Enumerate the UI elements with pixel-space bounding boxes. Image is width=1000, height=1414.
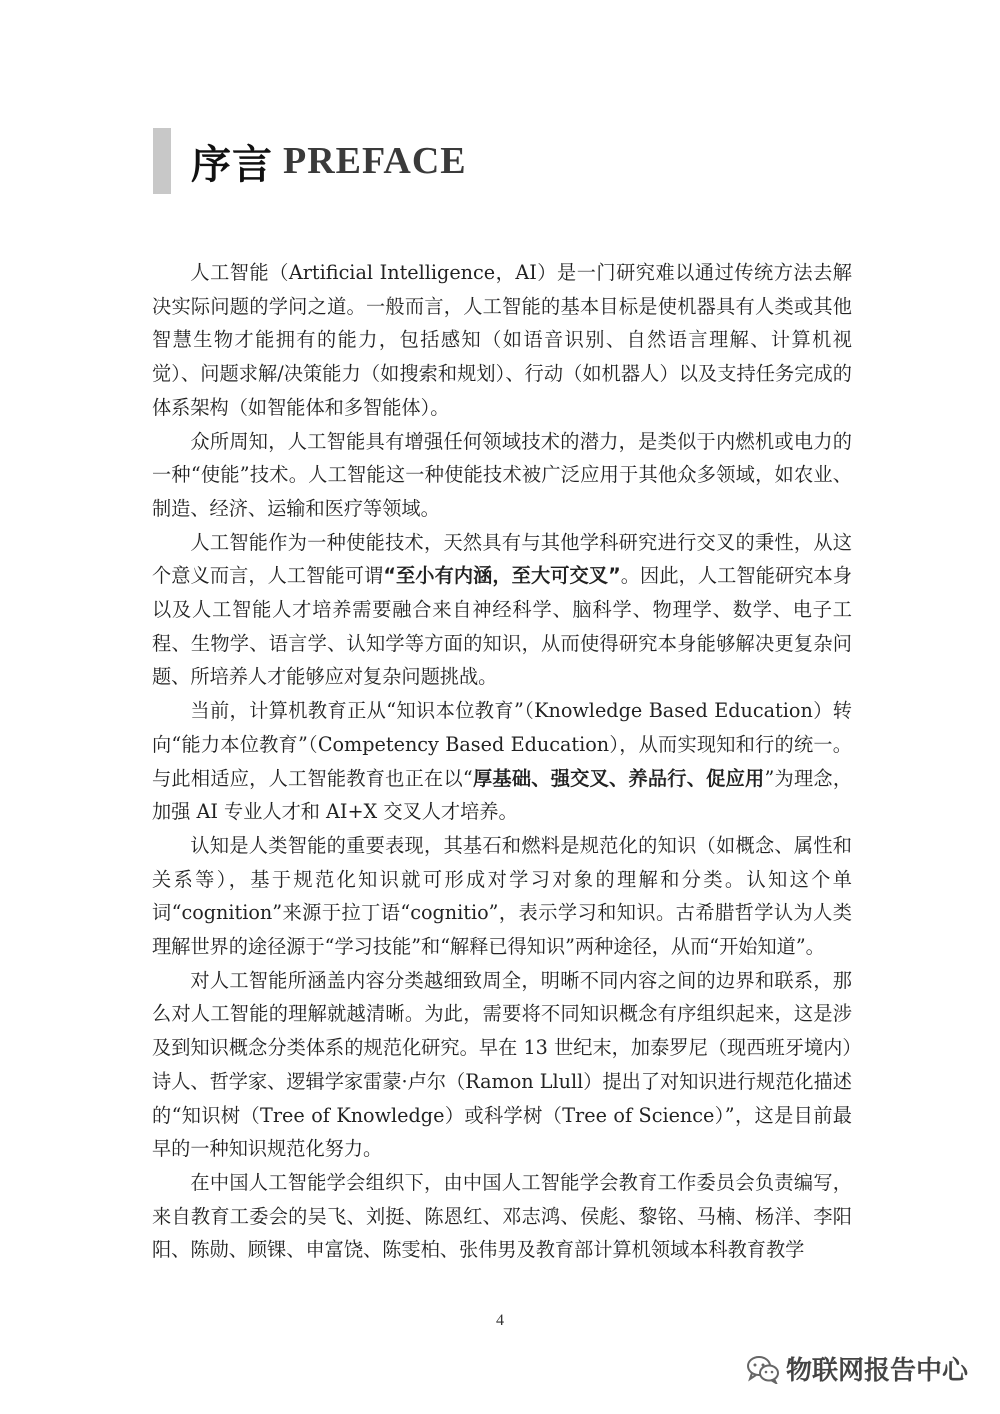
watermark: [746, 1350, 968, 1387]
heading-chinese-title: 序言: [191, 141, 273, 188]
heading-accent-bar: [153, 128, 171, 194]
paragraph-text: 认知是人类智能的重要表现，其基石和燃料是规范化的知识（如概念、属性和关系等），基于规范化知识就可形成对学习对象的理解和分类。认知这个单词“cognition”来源于拉丁语“cognitio”，表示学习和知识。古希腊哲学认为人类理解世界的途径源于“学习技能”和“解释已得知识”两种途径，从而“开始知道”。: [152, 833, 852, 959]
paragraph-text: 。因此，人工智能研究本身以及人工智能人才培养需要融合来自神经科学、脑科学、物理学、数学、电子工程、生物学、语言学、认知学等方面的知识，从而使得研究本身能够解决更复杂问题、所培养人才能够应对复杂问题挑战。: [152, 564, 853, 689]
paragraph-text: 人工智能（Artificial Intelligence，AI）是一门研究难以通过传统方法去解决实际问题的学问之道。一般而言，人工智能的基本目标是使机器具有人类或其他智慧生物才能拥有的能力，包括感知（如语音识别、自然语言理解、计算机视觉）、问题求解/决策能力（如搜索和规划）、行动（如机器人）以及支持任务完成的体系架构（如智能体和多智能体）。: [152, 261, 852, 419]
paragraph-text: 在中国人工智能学会组织下，由中国人工智能学会教育工作委员会负责编写，来自教育工委会的吴飞、刘挺、陈恩红、邓志鸿、侯彪、黎铭、马楠、杨洋、李阳阳、陈勋、顾锞、申富饶、陈雯柏、张伟男及教育部计算机领域本科教育教学: [152, 1170, 852, 1262]
paragraph-text: ”为理念，加强 AI 专业人才和 AI+X 交叉人才培养。: [152, 766, 853, 824]
page-heading: [153, 128, 467, 194]
paragraph: [152, 1166, 852, 1267]
paragraph-text: 对人工智能所涵盖内容分类越细致周全，明晰不同内容之间的边界和联系，那么对人工智能的理解就越清晰。为此，需要将不同知识概念有序组织起来，这是涉及到知识概念分类体系的规范化研究。早在 13 世纪末，加泰罗尼（现西班牙境内）诗人、哲学家、逻辑学家雷蒙·卢尔（Ramon Llull）提出了对知识进行规范化描述的“知识树（Tree of Knowledge）或科学树（Tree of Science）”，这是目前最早的一种知识规范化努力。: [152, 968, 852, 1161]
paragraph: [152, 425, 852, 526]
paragraph: [152, 526, 852, 695]
page-number: 4: [496, 1312, 504, 1329]
paragraph: [152, 694, 852, 829]
emphasis-text: “至小有内涵，至大可交叉”: [383, 564, 621, 588]
preface-body: [152, 256, 852, 1267]
paragraph-text: 人工智能作为一种使能技术，天然具有与其他学科研究进行交叉的秉性，从这个意义而言，人工智能可谓: [152, 530, 852, 588]
paragraph-text: 众所周知，人工智能具有增强任何领域技术的潜力，是类似于内燃机或电力的一种“使能”技术。人工智能这一种使能技术被广泛应用于其他众多领域，如农业、制造、经济、运输和医疗等领域。: [152, 429, 852, 520]
emphasis-text: 厚基础、强交叉、养品行、促应用: [472, 766, 765, 790]
wechat-icon: [746, 1354, 780, 1384]
paragraph: [152, 964, 852, 1166]
paragraph: [152, 256, 852, 425]
heading-english-title: PREFACE: [283, 140, 467, 182]
paragraph: [152, 829, 852, 964]
paragraph-text: 当前，计算机教育正从“知识本位教育”（Knowledge Based Education）转向“能力本位教育”（Competency Based Education），从而实现知和行的统一。与此相适应，人工智能教育也正在以“: [152, 699, 852, 790]
watermark-text: 物联网报告中心: [785, 1356, 968, 1386]
